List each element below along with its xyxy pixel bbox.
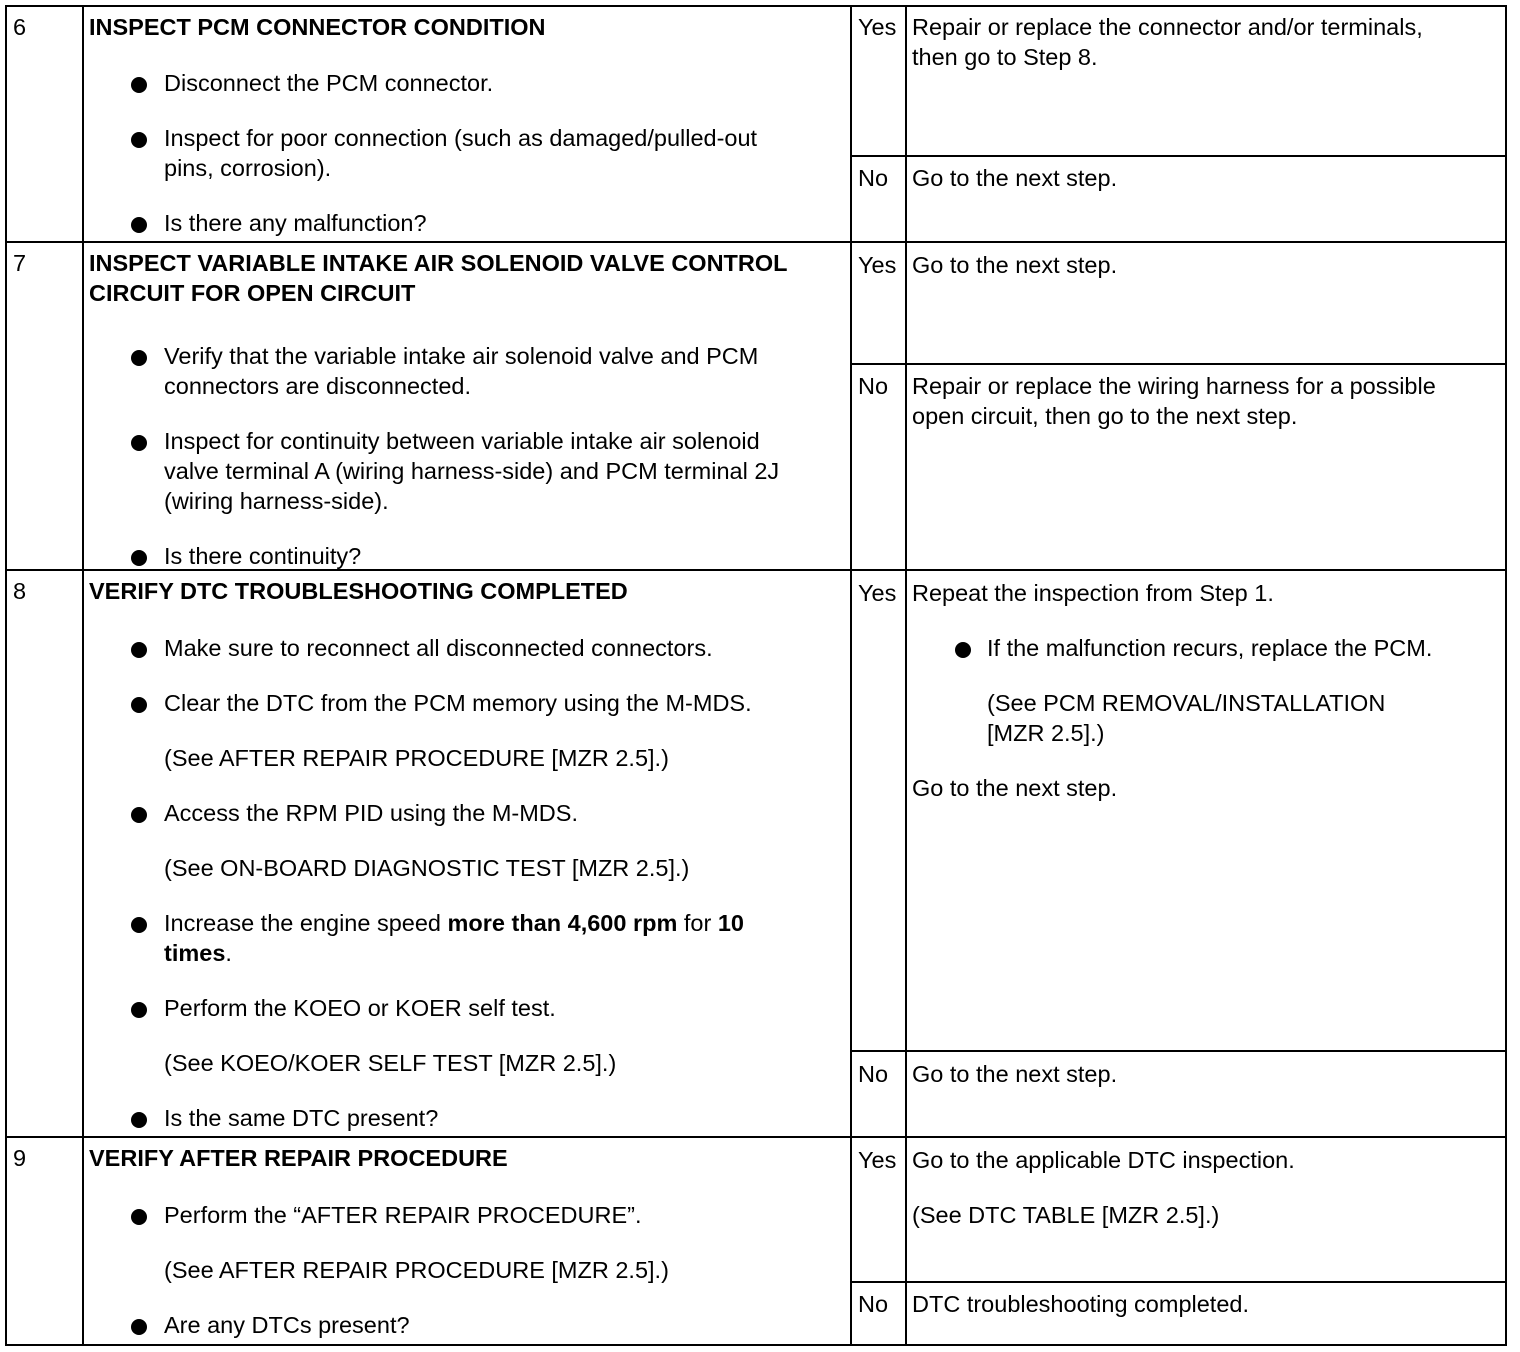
step-title-cont: CIRCUIT FOR OPEN CIRCUIT: [89, 280, 416, 306]
no-action-cont: open circuit, then go to the next step.: [912, 403, 1298, 429]
no-label: No: [858, 1291, 889, 1317]
bullet-icon: [131, 217, 147, 233]
bullet-icon: [131, 350, 147, 366]
no-action: Go to the next step.: [912, 165, 1118, 191]
yes-no-divider: [850, 1281, 1505, 1283]
no-action: Repair or replace the wiring harness for a possible: [912, 373, 1436, 399]
step-title: INSPECT PCM CONNECTOR CONDITION: [89, 14, 546, 40]
check-item: Perform the “AFTER REPAIR PROCEDURE”.: [164, 1202, 642, 1228]
bullet-icon: [131, 697, 147, 713]
step-number: 7: [13, 250, 27, 276]
reference-note: (See AFTER REPAIR PROCEDURE [MZR 2.5].): [164, 745, 669, 771]
reference-note: (See KOEO/KOER SELF TEST [MZR 2.5].): [164, 1050, 617, 1076]
check-item: Inspect for continuity between variable intake air solenoid: [164, 428, 760, 454]
yes-label: Yes: [858, 1147, 897, 1173]
troubleshooting-table: [5, 5, 1507, 1346]
check-item: Perform the KOEO or KOER self test.: [164, 995, 556, 1021]
column-divider-action: [905, 7, 907, 1344]
bullet-icon: [955, 642, 971, 658]
bullet-icon: [131, 642, 147, 658]
no-label: No: [858, 373, 889, 399]
step-number: 9: [13, 1145, 27, 1171]
step-number: 8: [13, 578, 27, 604]
step-number: 6: [13, 14, 27, 40]
yes-no-divider: [850, 155, 1505, 157]
bullet-icon: [131, 917, 147, 933]
check-item: Make sure to reconnect all disconnected connectors.: [164, 635, 713, 661]
yes-action-item: If the malfunction recurs, replace the PCM.: [987, 635, 1433, 661]
bullet-icon: [131, 1002, 147, 1018]
reference-note: (See PCM REMOVAL/INSTALLATION: [987, 690, 1386, 716]
bullet-icon: [131, 1209, 147, 1225]
check-item: Access the RPM PID using the M-MDS.: [164, 800, 578, 826]
reference-note: (See ON-BOARD DIAGNOSTIC TEST [MZR 2.5].): [164, 855, 690, 881]
step-title: INSPECT VARIABLE INTAKE AIR SOLENOID VALVE CONTROL: [89, 250, 788, 276]
yes-action: Repair or replace the connector and/or terminals,: [912, 14, 1423, 40]
check-question: Is there any malfunction?: [164, 210, 427, 236]
check-question: Is the same DTC present?: [164, 1105, 439, 1131]
yes-label: Yes: [858, 580, 897, 606]
check-item-cont: valve terminal A (wiring harness-side) and PCM terminal 2J: [164, 458, 780, 484]
yes-action-cont: Go to the next step.: [912, 775, 1118, 801]
yes-action: Go to the applicable DTC inspection.: [912, 1147, 1295, 1173]
bullet-icon: [131, 550, 147, 566]
bullet-icon: [131, 132, 147, 148]
yes-action: Repeat the inspection from Step 1.: [912, 580, 1274, 606]
yes-label: Yes: [858, 252, 897, 278]
reference-note-cont: [MZR 2.5].): [987, 720, 1105, 746]
check-item: Inspect for poor connection (such as damaged/pulled-out: [164, 125, 758, 151]
check-item: Verify that the variable intake air solenoid valve and PCM: [164, 343, 759, 369]
column-divider-step: [82, 7, 84, 1344]
bullet-icon: [131, 1319, 147, 1335]
yes-action: Go to the next step.: [912, 252, 1118, 278]
no-label: No: [858, 1061, 889, 1087]
reference-note: (See AFTER REPAIR PROCEDURE [MZR 2.5].): [164, 1257, 669, 1283]
row-divider: [7, 1136, 1505, 1138]
check-item: Increase the engine speed more than 4,600 rpm for 10: [164, 910, 744, 936]
row-divider: [7, 241, 1505, 243]
check-question: Is there continuity?: [164, 543, 362, 569]
yes-no-divider: [850, 1050, 1505, 1052]
no-action: Go to the next step.: [912, 1061, 1118, 1087]
no-action: DTC troubleshooting completed.: [912, 1291, 1250, 1317]
yes-no-divider: [850, 363, 1505, 365]
bullet-icon: [131, 435, 147, 451]
check-item-cont: connectors are disconnected.: [164, 373, 471, 399]
check-item-cont: (wiring harness-side).: [164, 488, 389, 514]
check-item-cont: times.: [164, 940, 232, 966]
yes-label: Yes: [858, 14, 897, 40]
bullet-icon: [131, 77, 147, 93]
check-item-cont: pins, corrosion).: [164, 155, 332, 181]
check-question: Are any DTCs present?: [164, 1312, 410, 1338]
step-title: VERIFY AFTER REPAIR PROCEDURE: [89, 1145, 508, 1171]
bullet-icon: [131, 807, 147, 823]
reference-note: (See DTC TABLE [MZR 2.5].): [912, 1202, 1220, 1228]
bullet-icon: [131, 1112, 147, 1128]
no-label: No: [858, 165, 889, 191]
check-item: Disconnect the PCM connector.: [164, 70, 494, 96]
check-item: Clear the DTC from the PCM memory using the M-MDS.: [164, 690, 752, 716]
column-divider-yesno: [850, 7, 852, 1344]
yes-action-cont: then go to Step 8.: [912, 44, 1098, 70]
step-title: VERIFY DTC TROUBLESHOOTING COMPLETED: [89, 578, 628, 604]
